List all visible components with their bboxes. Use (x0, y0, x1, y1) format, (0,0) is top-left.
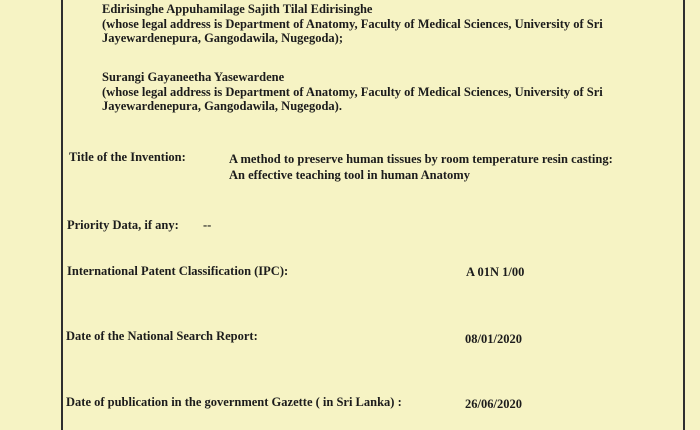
invention-title-line1: A method to preserve human tissues by room temperature resin casting: (229, 152, 613, 166)
right-border-line (683, 0, 685, 430)
invention-title-line2: An effective teaching tool in human Anatomy (229, 168, 470, 182)
invention-title-label: Title of the Invention: (69, 150, 186, 164)
applicant-2-name: Surangi Gayaneetha Yasewardene (102, 70, 285, 84)
publication-date: 26/06/2020 (465, 397, 522, 411)
applicant-1-address-line2: Jayewardenepura, Gangodawila, Nugegoda); (102, 31, 343, 45)
applicant-2-address-line1: (whose legal address is Department of Anatomy, Faculty of Medical Sciences, University of Sri (102, 84, 603, 99)
ipc-value: A 01N 1/00 (466, 265, 525, 279)
applicant-1 (102, 2, 603, 46)
applicant-1-address-line1: (whose legal address is Department of Anatomy, Faculty of Medical Sciences, University of Sri (102, 16, 603, 31)
priority-data-label: Priority Data, if any: (67, 218, 179, 232)
search-report-date: 08/01/2020 (465, 332, 522, 346)
applicant-2-address-line2: Jayewardenepura, Gangodawila, Nugegoda). (102, 99, 342, 113)
ipc-label: International Patent Classification (IPC): (67, 264, 289, 278)
search-report-label: Date of the National Search Report: (66, 329, 258, 343)
applicant-1-name: Edirisinghe Appuhamilage Sajith Tilal Edirisinghe (102, 2, 373, 16)
priority-data-value: -- (203, 218, 212, 232)
publication-label: Date of publication in the government Gazette ( in Sri Lanka) : (66, 395, 402, 409)
left-border-line (61, 0, 63, 430)
applicant-2 (102, 70, 603, 114)
